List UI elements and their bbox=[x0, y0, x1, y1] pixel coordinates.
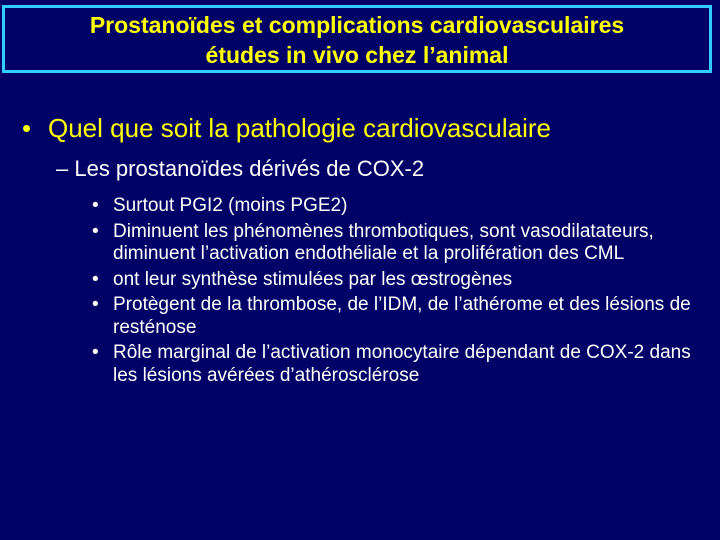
bullet-marker: • bbox=[92, 268, 99, 290]
list-item-text: ont leur synthèse stimulées par les œstrogènes bbox=[113, 268, 513, 290]
list-item bbox=[92, 221, 708, 266]
bullet-level1-text: Quel que soit la pathologie cardiovasculaire bbox=[48, 113, 551, 143]
list-item-text: Diminuent les phénomènes thrombotiques, sont vasodilatateurs, diminuent l’activation endothéliale et la prolifération des CML bbox=[113, 220, 654, 264]
list-item bbox=[92, 342, 708, 387]
slide-title-line-2: études in vivo chez l’animal bbox=[205, 42, 509, 68]
list-item bbox=[92, 269, 708, 292]
bullet-marker: • bbox=[92, 220, 99, 242]
bullet-level1 bbox=[22, 111, 551, 145]
bullet-level2-text: – Les prostanoïdes dérivés de COX-2 bbox=[56, 156, 425, 181]
slide-title-box bbox=[2, 5, 712, 73]
bullet-marker: • bbox=[92, 342, 99, 363]
bullet-marker: • bbox=[92, 294, 99, 315]
list-item-text: Rôle marginal de l’activation monocytaire dépendant de COX-2 dans les lésions avérées d’athérosclérose bbox=[113, 342, 691, 386]
slide-title-line-1: Prostanoïdes et complications cardiovasculaires bbox=[89, 12, 625, 38]
list-item-text: Surtout PGI2 (moins PGE2) bbox=[113, 195, 348, 216]
list-item bbox=[92, 294, 708, 339]
list-item bbox=[92, 195, 708, 218]
bullet-marker: • bbox=[22, 113, 32, 143]
bullet-level3-list bbox=[92, 195, 708, 390]
bullet-marker: • bbox=[92, 195, 99, 216]
bullet-level2 bbox=[56, 154, 424, 184]
list-item-text: Protègent de la thrombose, de l’IDM, de l’athérome et des lésions de resténose bbox=[113, 294, 691, 338]
